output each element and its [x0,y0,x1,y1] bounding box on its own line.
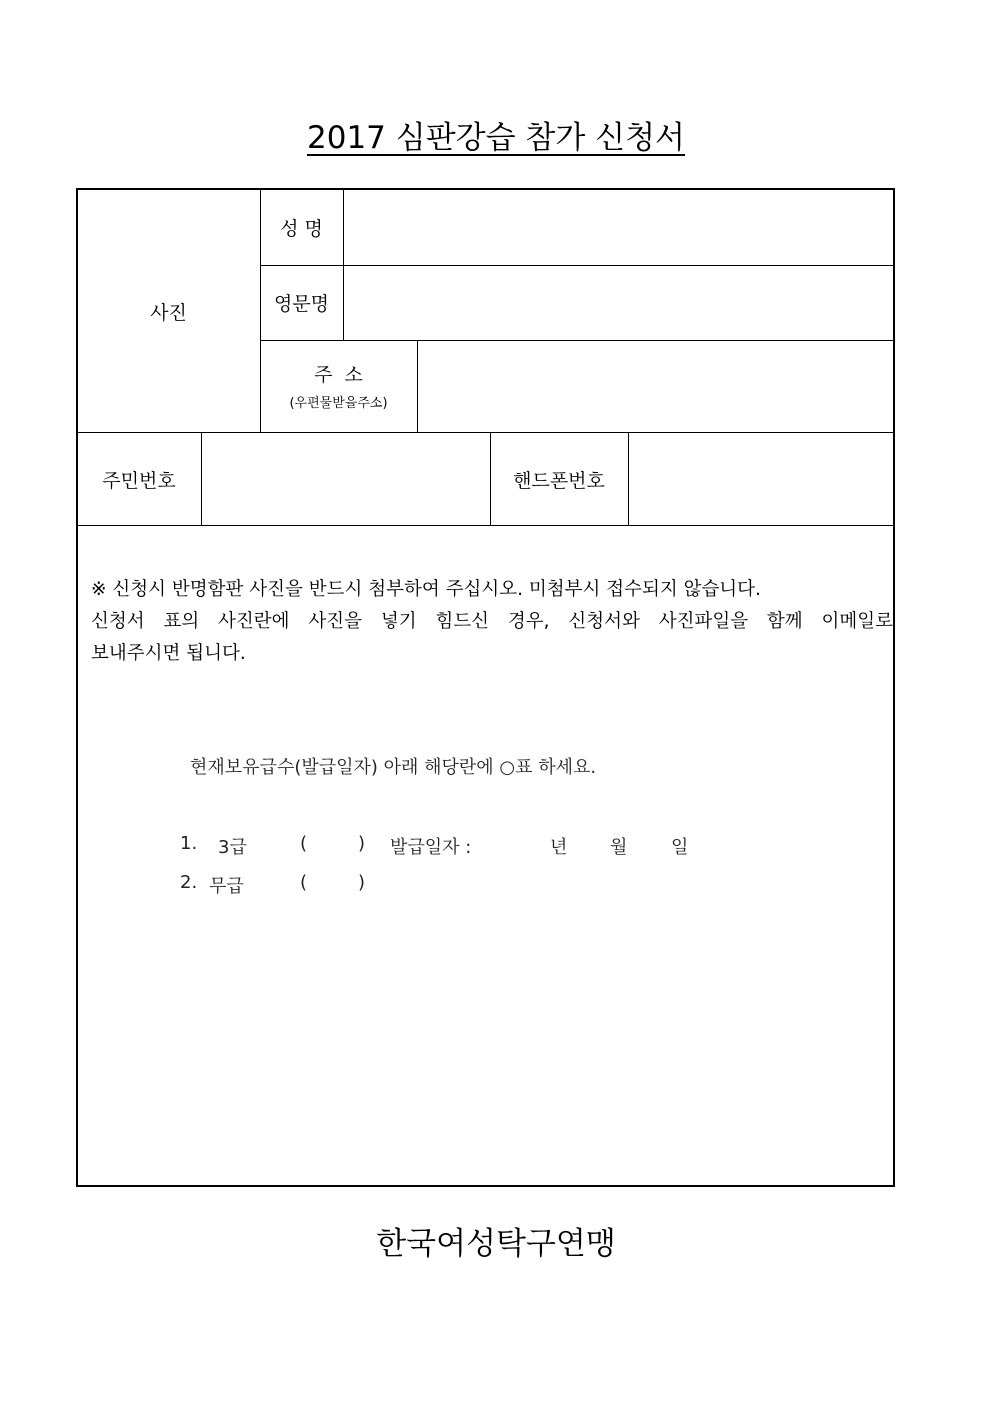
grade-2-label: 무급 [209,876,244,897]
year-label: 년 [550,837,568,858]
photo-cell-label: 사진 [150,302,187,324]
grade-1-number: 1. [180,833,198,854]
table-border-right [893,188,895,1187]
row-line [77,525,894,526]
grade-2-open-paren[interactable]: ( [300,872,308,893]
note-line: 신청서 표의 사진란에 사진을 넣기 힘드신 경우, 신청서와 사진파일을 함께 이메일로 [91,611,893,632]
grade-1-close-paren: ) [358,833,366,854]
english-name-label: 영문명 [273,293,330,315]
address-field[interactable] [418,341,893,432]
note-line: ※ 신청시 반명함판 사진을 반드시 첨부하여 주십시오. 미첨부시 접수되지 않습니다. [91,579,761,600]
issue-date-label: 발급일자 : [390,837,472,858]
title-text: 2017 심판강습 참가 신청서 [307,120,685,156]
month-label: 월 [610,837,628,858]
english-name-field[interactable] [344,266,893,340]
note-line: 보내주시면 됩니다. [91,643,246,664]
organization-name: 한국여성탁구연맹 [376,1226,616,1262]
grade-1-open-paren[interactable]: ( [300,833,308,854]
grade-2-close-paren: ) [358,872,366,893]
page-title [0,112,992,157]
address-sublabel: (우편물받을주소) [289,396,388,411]
phone-field[interactable] [629,433,893,525]
grade-2-number: 2. [180,872,198,893]
name-label: 성 명 [280,218,323,240]
name-field[interactable] [344,190,893,265]
phone-label: 핸드폰번호 [513,470,605,492]
table-border-bottom [77,1185,895,1187]
resident-number-field[interactable] [202,433,490,525]
table-border-left [76,188,78,1187]
resident-number-label: 주민번호 [102,470,176,492]
grade-1-label: 3급 [218,837,247,858]
address-label: 주 소 [314,364,363,386]
grade-instruction: 현재보유급수(발급일자) 아래 해당란에 ○표 하세요. [190,757,597,778]
day-label: 일 [671,837,689,858]
